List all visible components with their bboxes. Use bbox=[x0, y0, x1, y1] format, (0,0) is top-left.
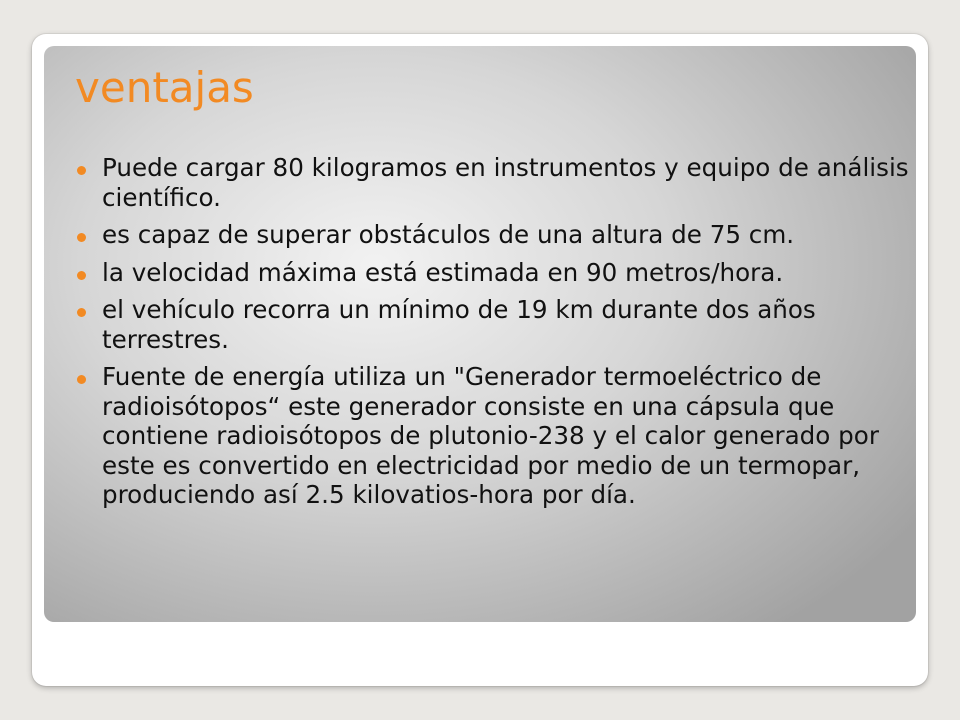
bullet-item bbox=[74, 295, 914, 354]
bullet-text: es capaz de superar obstáculos de una altura de 75 cm. bbox=[102, 220, 795, 249]
bullet-text: Fuente de energía utiliza un "Generador termoeléctrico de radioisótopos“ este generador consiste en una cápsula que contiene radioisótopos de plutonio-238 y el calor generado por este es convertido en electricidad por medio de un termopar, produciendo así 2.5 kilovatios-hora por día. bbox=[102, 362, 879, 509]
bullet-dot-icon bbox=[77, 375, 86, 384]
bullet-item bbox=[74, 153, 914, 212]
bullet-dot-icon bbox=[77, 166, 86, 175]
bullet-dot-icon bbox=[77, 271, 86, 280]
slide-title: ventajas bbox=[75, 63, 254, 112]
bullet-text: Puede cargar 80 kilogramos en instrumentos y equipo de análisis científico. bbox=[102, 153, 909, 212]
bullet-item bbox=[74, 362, 914, 510]
bullet-dot-icon bbox=[77, 308, 86, 317]
bullet-text: el vehículo recorra un mínimo de 19 km durante dos años terrestres. bbox=[102, 295, 816, 354]
bullet-text: la velocidad máxima está estimada en 90 metros/hora. bbox=[102, 257, 784, 287]
bullet-item bbox=[74, 258, 914, 288]
bullet-item bbox=[74, 220, 914, 250]
bullet-dot-icon bbox=[77, 233, 86, 242]
bullet-list bbox=[74, 153, 914, 518]
